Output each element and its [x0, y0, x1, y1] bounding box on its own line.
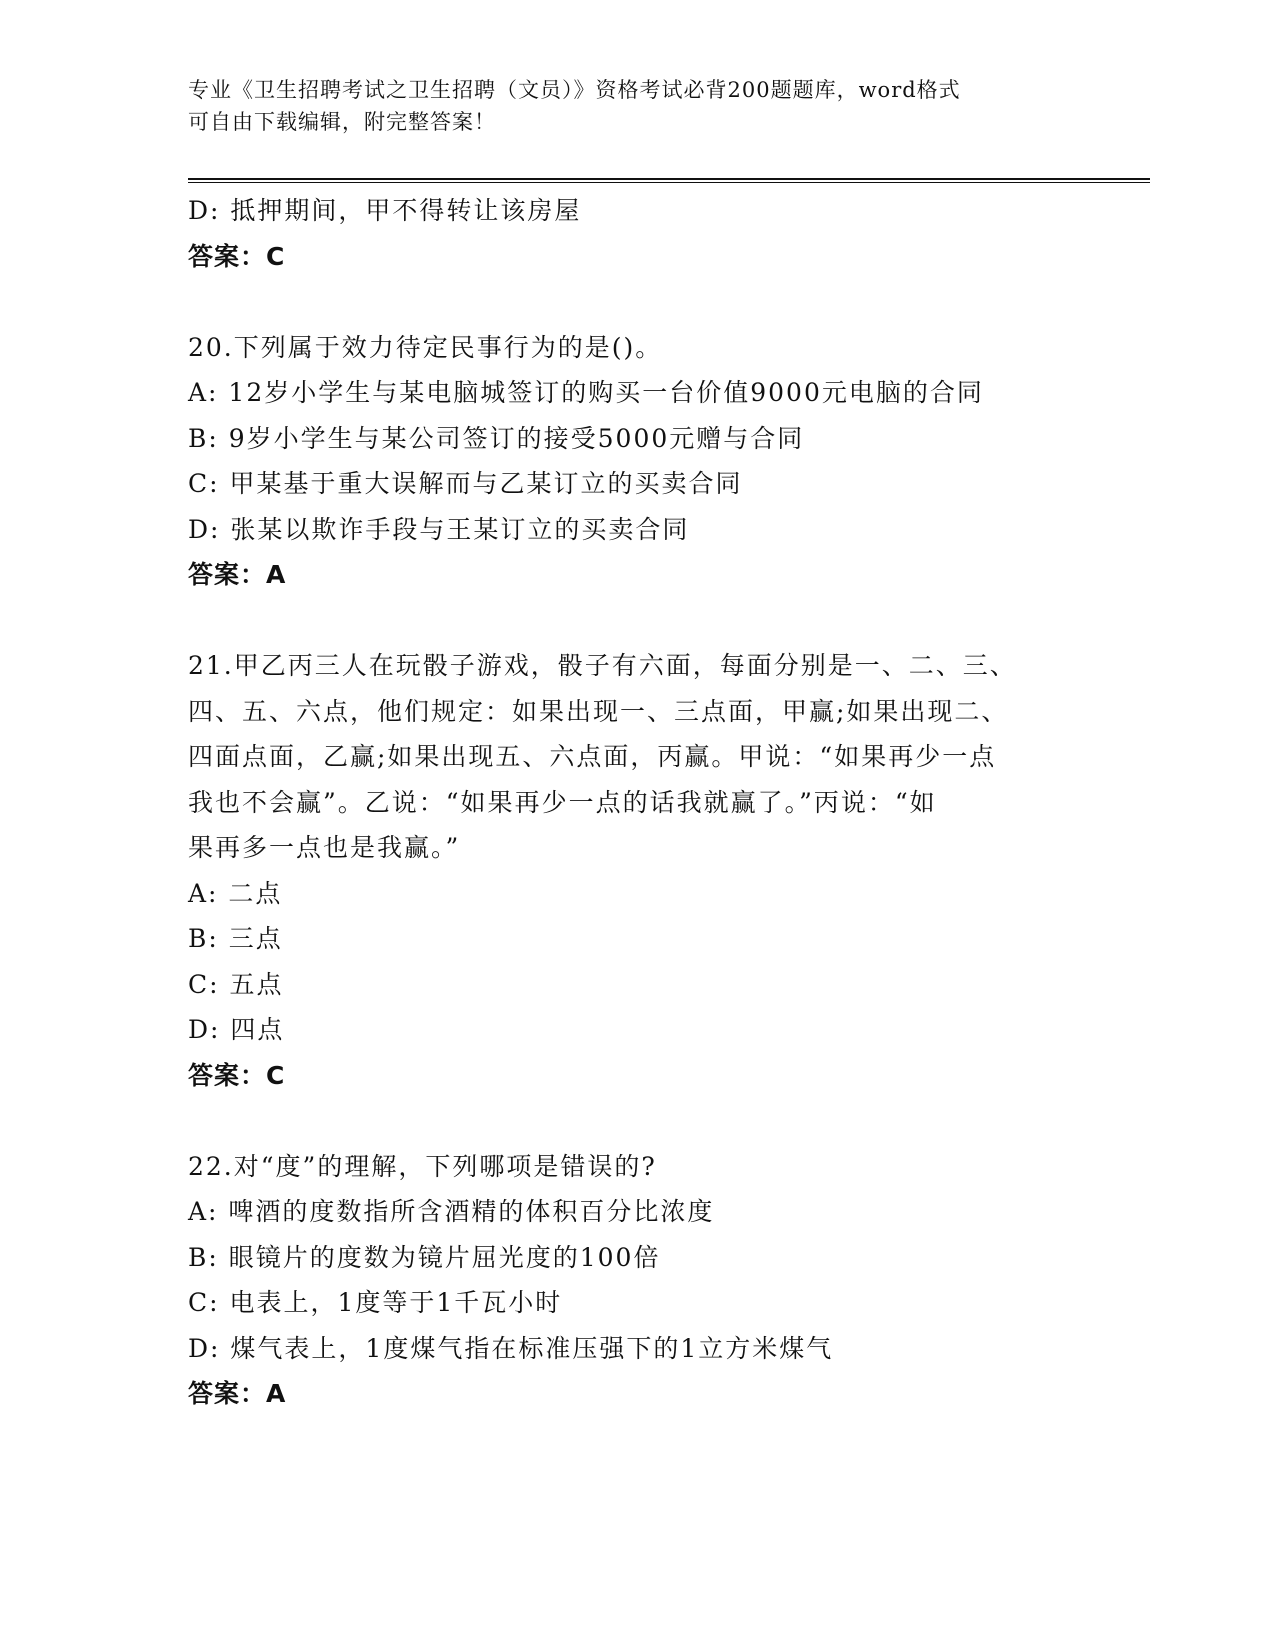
question-21-stem-line: 21.甲乙丙三人在玩骰子游戏，骰子有六面，每面分别是一、二、三、: [188, 651, 1017, 680]
header-title-line-2: 可自由下载编辑，附完整答案！: [188, 110, 496, 134]
question-22-stem: 22.对“度”的理解，下列哪项是错误的?: [188, 1151, 657, 1181]
question-20-option-a: A: 12岁小学生与某电脑城签订的购买一台价值9000元电脑的合同: [188, 378, 984, 407]
question-21: [188, 643, 1088, 1098]
question-21-stem-line: 我也不会赢”。乙说：“如果再少一点的话我就赢了。”丙说：“如: [188, 787, 937, 817]
question-21-option-d: D: 四点: [188, 1015, 285, 1044]
question-19-option-d: D: 抵押期间，甲不得转让该房屋: [188, 196, 582, 225]
question-22-option-d: D: 煤气表上，1度煤气指在标准压强下的1立方米煤气: [188, 1333, 834, 1363]
question-21-stem-line: 四面点面，乙赢;如果出现五、六点面，丙赢。甲说：“如果再少一点: [188, 742, 997, 771]
question-20: [188, 325, 1088, 598]
question-20-option-b: B: 9岁小学生与某公司签订的接受5000元赠与合同: [188, 423, 805, 453]
question-22-option-c: C: 电表上，1度等于1千瓦小时: [188, 1288, 563, 1317]
question-list: [188, 188, 1088, 1417]
question-22-option-b: B: 眼镜片的度数为镜片屈光度的100倍: [188, 1242, 661, 1272]
question-21-option-c: C: 五点: [188, 969, 284, 999]
question-21-stem-line: 四、五、六点，他们规定：如果出现一、三点面，甲赢;如果出现二、: [188, 696, 1009, 726]
header-title-line-1: 专业《卫生招聘考试之卫生招聘（文员）》资格考试必背200题题库，word格式: [188, 78, 961, 102]
question-19-tail: [188, 188, 1088, 279]
question-21-answer: 答案：C: [188, 1060, 286, 1090]
question-spacer: [188, 598, 1088, 644]
header-divider-thin: [188, 182, 1150, 183]
question-22-answer: 答案：A: [188, 1379, 287, 1408]
question-21-option-a: A: 二点: [188, 878, 283, 908]
question-21-stem-line: 果再多一点也是我赢。”: [188, 833, 461, 862]
question-spacer: [188, 279, 1088, 325]
page-header: [188, 74, 1068, 138]
question-22-option-a: A: 啤酒的度数指所含酒精的体积百分比浓度: [188, 1197, 715, 1226]
question-20-stem: 20.下列属于效力待定民事行为的是()。: [188, 332, 663, 362]
header-divider-thick: [188, 178, 1150, 180]
question-20-option-d: D: 张某以欺诈手段与王某订立的买卖合同: [188, 514, 690, 544]
question-19-answer: 答案：C: [188, 241, 286, 271]
question-20-option-c: C: 甲某基于重大误解而与乙某订立的买卖合同: [188, 469, 743, 498]
question-20-answer: 答案：A: [188, 560, 287, 589]
question-spacer: [188, 1098, 1088, 1144]
question-21-option-b: B: 三点: [188, 924, 283, 953]
question-22: [188, 1144, 1088, 1417]
